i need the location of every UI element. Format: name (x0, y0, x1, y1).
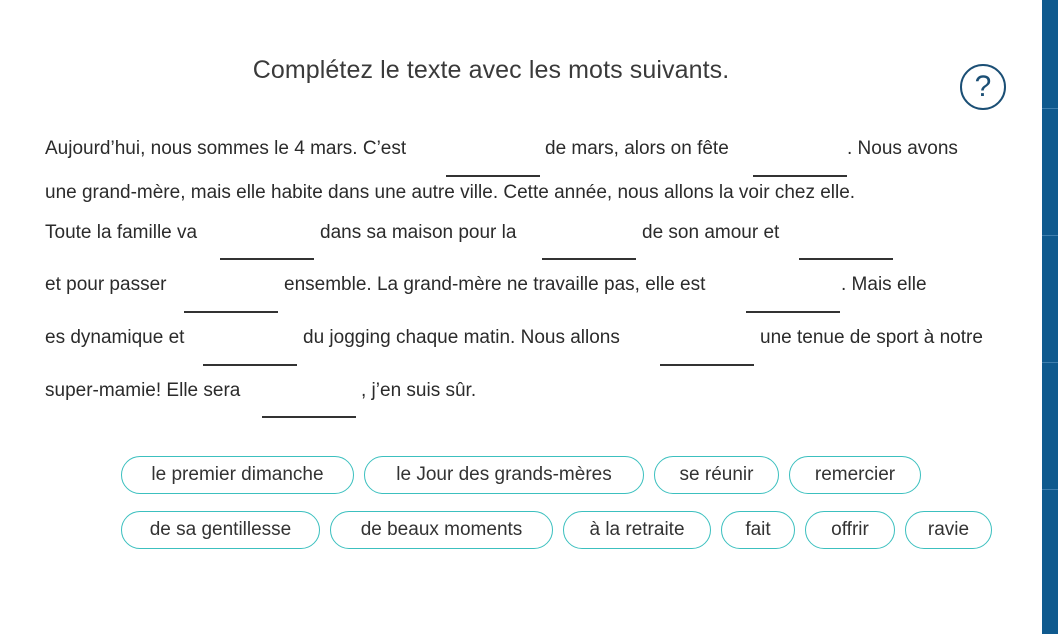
word-chip[interactable]: offrir (805, 511, 895, 549)
word-chip[interactable]: de beaux moments (330, 511, 553, 549)
word-chip[interactable]: le premier dimanche (121, 456, 354, 494)
word-chip[interactable]: le Jour des grands-mères (364, 456, 644, 494)
answer-blank-5[interactable] (799, 258, 893, 260)
right-edge-strip (1042, 0, 1058, 634)
answer-blank-4[interactable] (542, 258, 636, 260)
word-chip[interactable]: se réunir (654, 456, 779, 494)
answer-blank-8[interactable] (203, 364, 297, 366)
word-chip[interactable]: de sa gentillesse (121, 511, 320, 549)
text-segment: super-mamie! Elle sera (45, 380, 241, 401)
word-chip[interactable]: fait (721, 511, 795, 549)
text-segment: de mars, alors on fête (545, 138, 729, 159)
text-segment: ensemble. La grand-mère ne travaille pas, elle est (284, 274, 706, 295)
strip-divider (1042, 235, 1058, 236)
question-mark-icon: ? (974, 70, 992, 103)
answer-blank-10[interactable] (262, 416, 356, 418)
text-segment: une grand-mère, mais elle habite dans une autre ville. Cette année, nous allons la voir chez elle. (45, 182, 856, 203)
text-segment: Toute la famille va (45, 222, 198, 243)
text-segment: et pour passer (45, 274, 167, 295)
text-segment: dans sa maison pour la (320, 222, 517, 243)
text-segment: du jogging chaque matin. Nous allons (303, 327, 620, 348)
text-segment: , j’en suis sûr. (361, 380, 477, 401)
word-chip[interactable]: ravie (905, 511, 992, 549)
word-chip[interactable]: à la retraite (563, 511, 711, 549)
text-segment: . Nous avons (847, 138, 958, 159)
text-segment: de son amour et (642, 222, 780, 243)
strip-divider (1042, 362, 1058, 363)
strip-divider (1042, 108, 1058, 109)
text-segment: . Mais elle (841, 274, 927, 295)
text-segment: Aujourd’hui, nous sommes le 4 mars. C’est (45, 138, 407, 159)
answer-blank-7[interactable] (746, 311, 840, 313)
answer-blank-2[interactable] (753, 175, 847, 177)
answer-blank-6[interactable] (184, 311, 278, 313)
instruction-title: Complétez le texte avec les mots suivants. (252, 56, 730, 84)
word-chip[interactable]: remercier (789, 456, 921, 494)
help-button[interactable] (960, 64, 1006, 110)
answer-blank-3[interactable] (220, 258, 314, 260)
text-segment: une tenue de sport à notre (760, 327, 983, 348)
strip-divider (1042, 489, 1058, 490)
text-segment: es dynamique et (45, 327, 185, 348)
answer-blank-1[interactable] (446, 175, 540, 177)
answer-blank-9[interactable] (660, 364, 754, 366)
